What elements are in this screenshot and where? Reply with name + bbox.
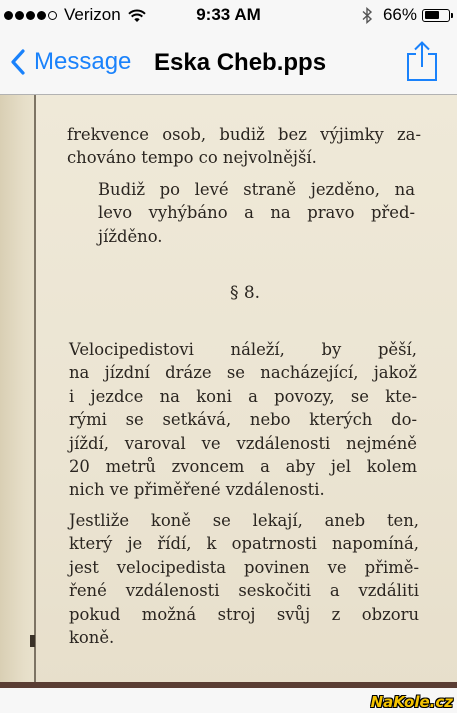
battery-percentage: 66%	[382, 5, 417, 24]
document-title: Eska Cheb.pps	[154, 49, 327, 76]
navigation-bar	[0, 30, 457, 95]
battery-fill	[425, 11, 439, 19]
back-button[interactable]	[10, 48, 131, 76]
page-binding-edge	[0, 95, 36, 688]
document-viewer[interactable]	[0, 95, 457, 688]
text-line: Velocipedistovi náleží, by pěší,	[69, 340, 417, 359]
battery-tip	[451, 13, 453, 18]
text-line: rými se setkává, nebo kterých do-	[69, 410, 417, 430]
text-line: pokud možná stroj svůj z obzoru	[69, 604, 419, 624]
bottom-strip	[0, 688, 457, 713]
text-line: jížděno.	[98, 226, 163, 246]
carrier-name: Verizon	[64, 5, 121, 24]
text-line: Budiž po levé straně jezděno, na	[98, 180, 415, 199]
text-line: 20 metrů zvoncem a aby jel kolem	[69, 457, 417, 477]
text-line: řené vzdálenosti seskočiti a vzdáliti	[69, 581, 419, 601]
text-line: na jízdní dráze se nacházející, jakož	[69, 363, 417, 383]
text-line: který je řídí, k opatrnosti napomíná,	[69, 534, 419, 554]
share-icon[interactable]	[405, 40, 439, 82]
text-line: chováno tempo co nejvolnější.	[67, 148, 317, 168]
paragraph-4	[69, 509, 419, 649]
status-time: 9:33 AM	[196, 5, 261, 24]
chevron-left-icon	[10, 49, 26, 75]
section-heading: § 8.	[229, 283, 261, 303]
status-right	[361, 5, 453, 25]
text-line: i jezdce na koni a povozy, se kte-	[69, 386, 417, 406]
battery-icon	[422, 9, 450, 22]
text-line: nich ve přiměřené vzdálenosti.	[69, 480, 325, 500]
text-line: koně.	[69, 628, 115, 648]
text-line: levo vyhýbáno a na pravo před-	[98, 203, 415, 223]
text-line: jíždí, varoval ve vzdálenosti nejméně	[69, 433, 417, 453]
text-line: Jestliže koně se lekají, aneb ten,	[69, 511, 419, 530]
paragraph-2	[98, 178, 415, 248]
paragraph-3	[69, 338, 417, 502]
paragraph-1	[67, 123, 421, 170]
text-line: frekvence osob, budiž bez výjimky za-	[67, 125, 421, 144]
watermark-logo: NaKole.cz	[370, 693, 453, 711]
bluetooth-icon	[361, 7, 373, 24]
binding-mark	[30, 635, 35, 647]
back-button-label: Message	[34, 48, 132, 75]
text-line: jest velocipedista povinen ve přimě-	[69, 557, 419, 577]
status-bar	[0, 0, 457, 30]
